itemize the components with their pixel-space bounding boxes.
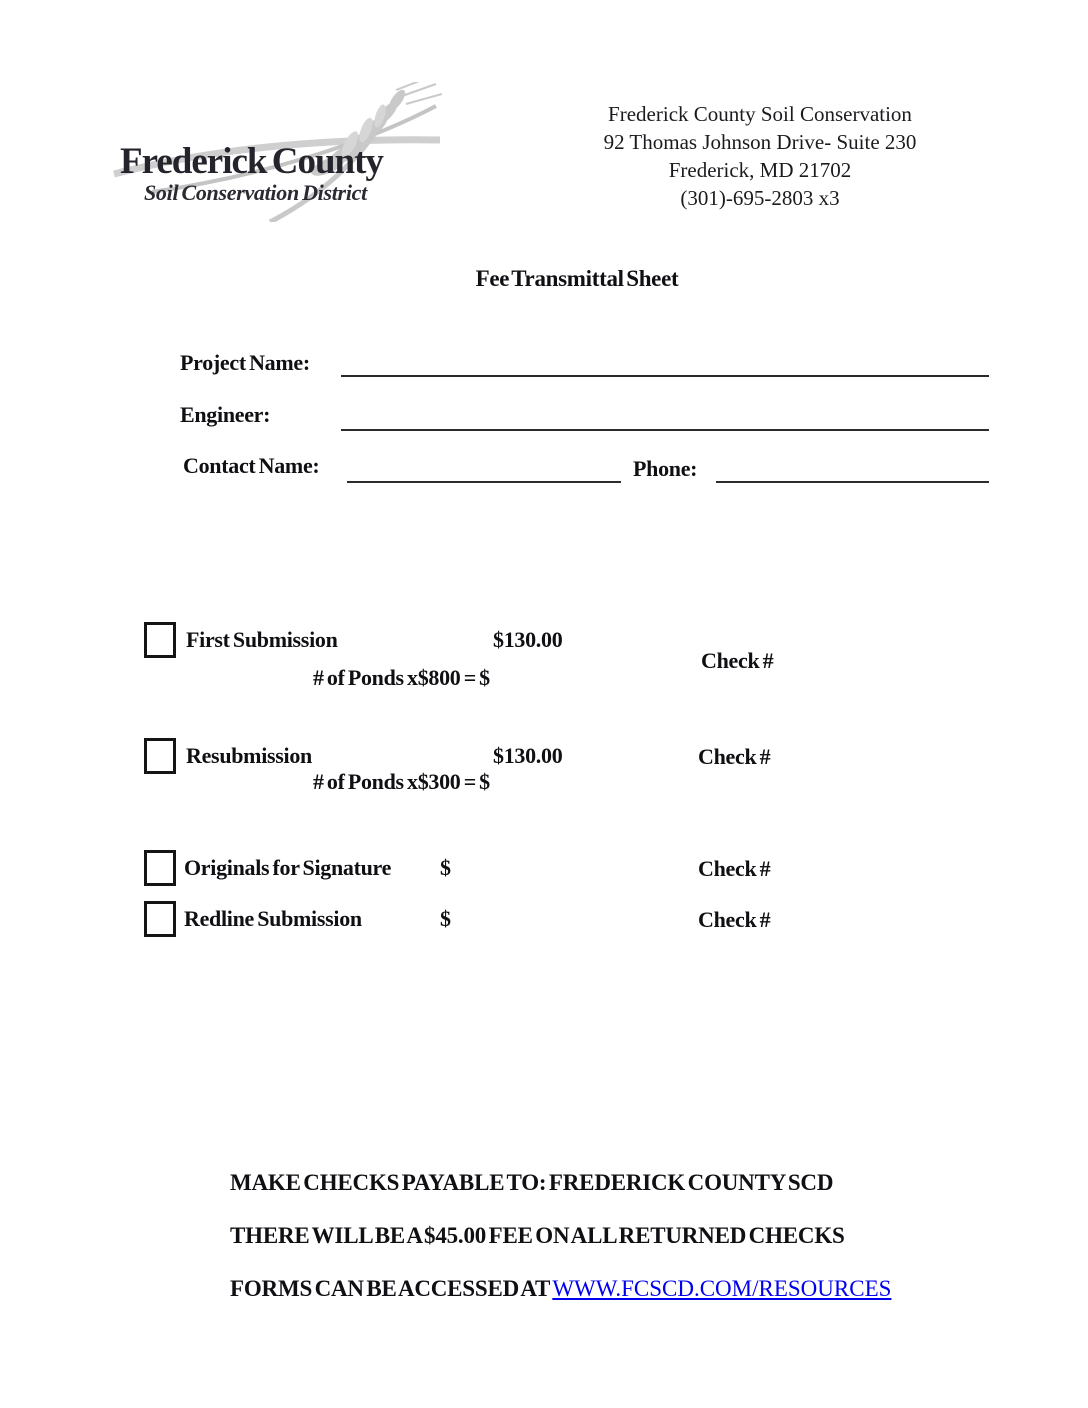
redline-submission-check-number-label[interactable]: Check #	[698, 907, 771, 932]
originals-for-signature-amount[interactable]: $	[440, 855, 451, 880]
redline-submission-amount[interactable]: $	[440, 906, 451, 931]
redline-submission-label: Redline Submission	[184, 906, 362, 931]
returned-check-fee-notice: THERE WILL BE A $45.00 FEE ON ALL RETURNED CHECKS	[230, 1223, 845, 1248]
address-line-1: Frederick County Soil Conservation	[608, 102, 912, 126]
resubmission-label: Resubmission	[186, 743, 312, 768]
address-line-4: (301)-695-2803 x3	[680, 186, 840, 210]
phone-label: Phone:	[633, 456, 698, 481]
first-submission-ponds-formula[interactable]: # of Ponds x$800 = $	[313, 665, 490, 690]
first-submission-checkbox[interactable]	[144, 622, 176, 658]
project-name-label: Project Name:	[180, 350, 310, 375]
engineer-input-line[interactable]	[341, 429, 989, 431]
page-title: Fee Transmittal Sheet	[475, 266, 679, 291]
originals-for-signature-check-number-label[interactable]: Check #	[698, 856, 771, 881]
resubmission-checkbox[interactable]	[144, 738, 176, 774]
resubmission-check-number-label[interactable]: Check #	[698, 744, 771, 769]
phone-input-line[interactable]	[716, 481, 989, 483]
forms-access-notice	[230, 1276, 891, 1302]
address-line-2: 92 Thomas Johnson Drive- Suite 230	[603, 130, 917, 154]
make-checks-payable-notice: MAKE CHECKS PAYABLE TO: FREDERICK COUNTY SCD	[230, 1170, 834, 1195]
contact-name-input-line[interactable]	[347, 481, 621, 483]
logo-name: Frederick County	[120, 141, 383, 182]
first-submission-check-number-label[interactable]: Check #	[701, 648, 774, 673]
district-logo	[112, 82, 442, 222]
forms-access-prefix: FORMS CAN BE ACCESSED AT	[230, 1276, 553, 1301]
logo-tagline: Soil Conservation District	[144, 180, 367, 205]
district-address-block	[540, 100, 980, 212]
first-submission-amount: $130.00	[493, 627, 563, 652]
resubmission-amount: $130.00	[493, 743, 563, 768]
originals-for-signature-label: Originals for Signature	[184, 855, 392, 880]
originals-for-signature-checkbox[interactable]	[144, 850, 176, 886]
resubmission-ponds-formula[interactable]: # of Ponds x$300 = $	[313, 769, 490, 794]
project-name-input-line[interactable]	[341, 375, 989, 377]
contact-name-label: Contact Name:	[183, 453, 320, 478]
resources-link[interactable]: WWW.FCSCD.COM/RESOURCES	[552, 1276, 892, 1301]
address-line-3: Frederick, MD 21702	[668, 158, 852, 182]
redline-submission-checkbox[interactable]	[144, 901, 176, 937]
first-submission-label: First Submission	[186, 627, 338, 652]
engineer-label: Engineer:	[180, 402, 271, 427]
